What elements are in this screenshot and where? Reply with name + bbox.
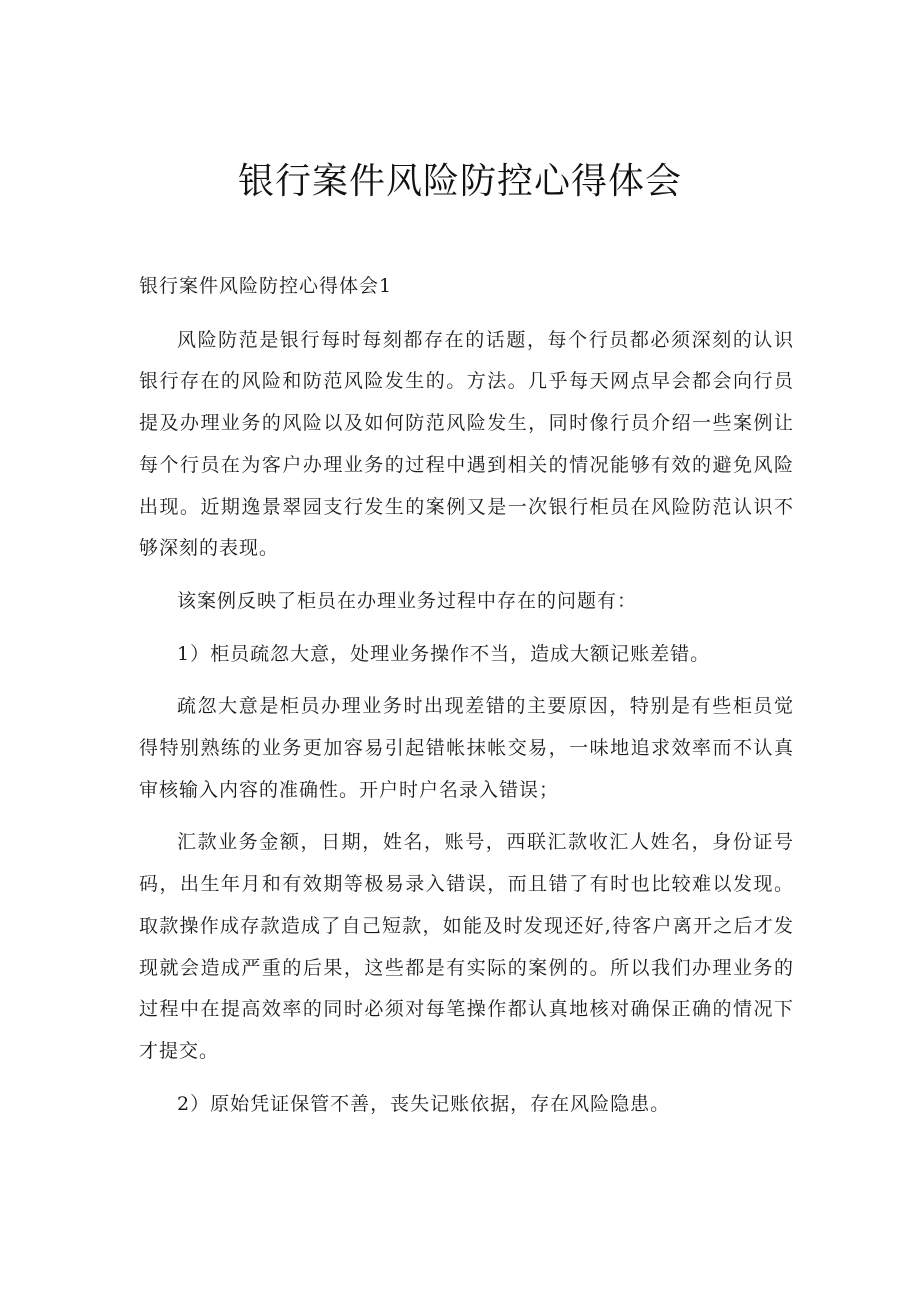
paragraph: 汇款业务金额，日期，姓名，账号，西联汇款收汇人姓名，身份证号码，出生年月和有效期等极易录入错误，而且错了有时也比较难以发现。取款操作成存款造成了自己短款，如能及时发现还好,待客户离开之后才发现就会造成严重的后果，这些都是有实际的案例的。所以我们办理业务的过程中在提高效率的同时必须对每笔操作都认真地核对确保正确的情况下才提交。 [139, 831, 794, 1062]
paragraph: 该案例反映了柜员在办理业务过程中存在的问题有： [177, 589, 638, 612]
paragraph: 2）原始凭证保管不善，丧失记账依据，存在风险隐患。 [177, 1092, 671, 1115]
document-title: 银行案件风险防控心得体会 [237, 161, 682, 202]
paragraph: 1）柜员疏忽大意，处理业务操作不当，造成大额记账差错。 [177, 642, 711, 665]
paragraph: 风险防范是银行每时每刻都存在的话题，每个行员都必须深刻的认识银行存在的风险和防范风险发生的。方法。几乎每天网点早会都会向行员提及办理业务的风险以及如何防范风险发生，同时像行员介绍一些案例让每个行员在为客户办理业务的过程中遇到相关的情况能够有效的避免风险出现。近期逸景翠园支行发生的案例又是一次银行柜员在风险防范认识不够深刻的表现。 [139, 328, 794, 560]
section-heading: 银行案件风险防控心得体会1 [139, 275, 393, 297]
document-body [139, 266, 794, 1136]
paragraph: 疏忽大意是柜员办理业务时出现差错的主要原因，特别是有些柜员觉得特别熟练的业务更加容易引起错帐抹帐交易，一味地追求效率而不认真审核输入内容的准确性。开户时户名录入错误； [139, 695, 794, 801]
